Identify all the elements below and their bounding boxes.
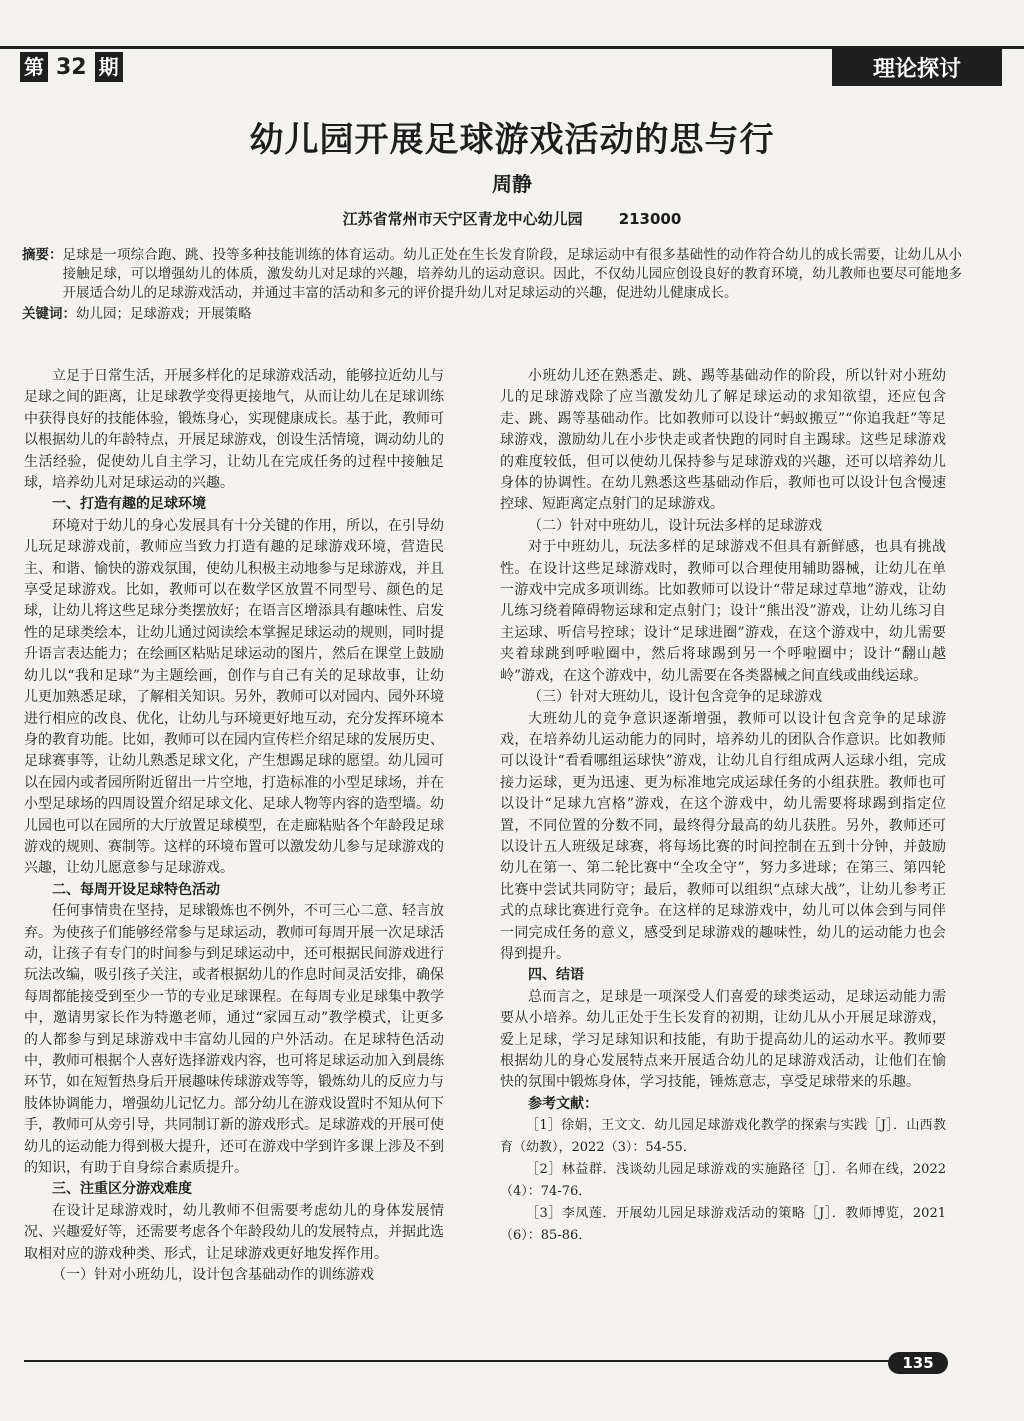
subsection-3c-paragraph: 大班幼儿的竞争意识逐渐增强，教师可以设计包含竞争的足球游戏，在培养幼儿运动能力的同时，培养幼儿的团队合作意识。比如教师可以设计“看看哪组运球快”游戏，让幼儿自行组成两人运球小组，完成接力运球，更为迅速、更为标准地完成运球任务的小组获胜。教师也可以设计“足球九宫格”游戏，在这个游戏中，幼儿需要将球踢到指定位置，不同位置的分数不同，最终得分最高的幼儿获胜。另外，教师还可以设计五人班级足球赛，将每场比赛的时间控制在五到十分钟，并鼓励幼儿在第一、第二轮比赛中“全攻全守”，努力多进球；在第三、第四轮比赛中尝试共同防守；最后，教师可以组织“点球大战”，让幼儿参考正式的点球比赛进行竞争。在这样的足球游戏中，幼儿可以体会到与同伴一同完成任务的意义，感受到足球游戏的趣味性，幼儿的运动能力也会得到提升。	[500, 710, 946, 962]
article-title: 幼儿园开展足球游戏活动的思与行	[249, 120, 775, 160]
section-3-paragraph: 在设计足球游戏时，幼儿教师不但需要考虑幼儿的身体发展情况、兴趣爱好等，还需要考虑各个年龄段幼儿的发展特点，并据此选取相对应的游戏种类、形式，让足球游戏更好地发挥作用。	[24, 1202, 444, 1262]
section-2-paragraph: 任何事情贵在坚持，足球锻炼也不例外，不可三心二意、轻言放弃。为使孩子们能够经常参与足球运动，教师可每周开展一次足球活动，让孩子有专门的时间参与到足球运动中，还可根据民间游戏进行玩法改编，吸引孩子关注，或者根据幼儿的作息时间灵活安排，确保每周都能接受到至少一节的专业足球课程。在每周专业足球集中教学中，邀请男家长作为特邀老师，通过“家园互动”教学模式，让更多的人都参与到足球游戏中丰富幼儿园的户外活动。在足球特色活动中，教师可根据个人喜好选择游戏内容，也可将足球运动加入到晨练环节，如在短暂热身后开展趣味传球游戏等等，锻炼幼儿的反应力与肢体协调能力，增强幼儿记忆力。部分幼儿在游戏设置时不知从何下手，教师可从旁引导，共同制订新的游戏形式。足球游戏的开展可使幼儿的运动能力得到极大提升，还可在游戏中学到许多课上涉及不到的知识，有助于自身综合素质提升。	[24, 903, 444, 1177]
section-heading-4: 四、结语	[528, 967, 584, 984]
affiliation	[0, 208, 1024, 229]
column-tag: 理论探讨	[832, 48, 1002, 86]
subsection-heading-3c: （三）针对大班幼儿，设计包含竞争的足球游戏	[528, 689, 822, 706]
issue-label	[20, 50, 123, 84]
issue-prefix: 第	[20, 52, 48, 82]
section-heading-1: 一、打造有趣的足球环境	[52, 496, 206, 513]
page-number: 135	[888, 1352, 948, 1374]
reference-item: ［2］林益群．浅谈幼儿园足球游戏的实施路径［J］．名师在线，2022（4）：74-76．	[500, 1162, 946, 1200]
article-author: 周静	[492, 172, 532, 196]
intro-paragraph: 立足于日常生活，开展多样化的足球游戏活动，能够拉近幼儿与足球之间的距离，让足球教学变得更接地气，从而让幼儿在足球训练中获得良好的技能体验，锻炼身心，实现健康成长。基于此，教师可以根据幼儿的年龄特点，开展足球游戏，创设生活情境，调动幼儿的生活经验，促使幼儿自主学习，让幼儿在完成任务的过程中接触足球，培养幼儿对足球运动的兴趣。	[24, 368, 444, 492]
issue-suffix: 期	[95, 52, 123, 82]
subsection-heading-3b: （二）针对中班幼儿，设计玩法多样的足球游戏	[528, 517, 822, 534]
subsection-heading-3a: （一）针对小班幼儿，设计包含基础动作的训练游戏	[52, 1267, 374, 1284]
conclusion-paragraph: 总而言之，足球是一项深受人们喜爱的球类运动，足球运动能力需要从小培养。幼儿正处于生长发育的初期，让幼儿从小开展足球游戏，爱上足球，学习足球知识和技能，有助于提高幼儿的运动水平。教师要根据幼儿的身心发展特点来开展适合幼儿的足球游戏活动，让他们在愉快的氛围中锻炼身体，学习技能，锤炼意志，享受足球带来的乐趣。	[500, 988, 946, 1091]
section-1-paragraph: 环境对于幼儿的身心发展具有十分关键的作用，所以，在引导幼儿玩足球游戏前，教师应当致力打造有趣的足球游戏环境，营造民主、和谐、愉快的游戏氛围，使幼儿积极主动地参与足球游戏，并且享受足球游戏。比如，教师可以在数学区放置不同型号、颜色的足球，让幼儿将这些足球分类摆放好；在语言区增添具有趣味性、启发性的足球类绘本，让幼儿通过阅读绘本掌握足球运动的规则，同时提升语言表达能力；在绘画区粘贴足球运动的图片，然后在课堂上鼓励幼儿以“我和足球”为主题绘画，创作与自己有关的足球故事，让幼儿更加熟悉足球，了解相关知识。另外，教师可以对园内、园外环境进行相应的改良、优化，让幼儿与环境更好地互动，充分发挥环境本身的教育功能。比如，教师可以在园内宣传栏介绍足球的发展历史、足球赛事等，让幼儿熟悉足球文化，产生想踢足球的愿望。幼儿园可以在园内或者园所附近留出一片空地，打造标准的小型足球场，并在小型足球场的四周设置介绍足球文化、足球人物等内容的造型墙。幼儿园也可以在园所的大厅放置足球模型，在走廊粘贴各个年龄段足球游戏的规则、赛制等。这样的环境布置可以激发幼儿参与足球游戏的兴趣，让幼儿愿意参与足球游戏。	[24, 517, 444, 877]
subsection-3b-paragraph: 对于中班幼儿，玩法多样的足球游戏不但具有新鲜感，也具有挑战性。在设计这些足球游戏时，教师可以合理使用辅助器械，让幼儿在单一游戏中完成多项训练。比如教师可以设计“带足球过草地”游戏，让幼儿练习绕着障碍物运球和定点射门；设计“熊出没”游戏，让幼儿练习自主运球、听信号控球；设计“足球进圈”游戏，在这个游戏中，幼儿需要夹着球跳到呼啦圈中，然后将球踢到另一个呼啦圈中；设计“翻山越岭”游戏，在这个游戏中，幼儿需要在各类器械之间直线或曲线运球。	[500, 539, 946, 684]
abstract-text: 足球是一项综合跑、跳、投等多种技能训练的体育运动。幼儿正处在生长发育阶段，足球运动中有很多基础性的动作符合幼儿的成长需要，让幼儿从小接触足球，可以增强幼儿的体质，激发幼儿对足球的兴趣，培养幼儿的运动意识。因此，不仅幼儿园应创设良好的教育环境，幼儿教师也要尽可能地多开展适合幼儿的足球游戏活动，并通过丰富的活动和多元的评价提升幼儿对足球运动的兴趣，促进幼儿健康成长。	[62, 247, 962, 301]
section-heading-3: 三、注重区分游戏难度	[52, 1181, 192, 1198]
footer-rule	[24, 1360, 924, 1362]
abstract-label: 摘要：	[22, 247, 63, 263]
references-heading: 参考文献：	[528, 1095, 598, 1112]
reference-item: ［1］徐娟，王文文．幼儿园足球游戏化教学的探索与实践［J］．山西教育（幼教），2022（3）：54-55．	[500, 1118, 946, 1156]
postcode: 213000	[618, 210, 682, 228]
abstract-block	[22, 246, 962, 324]
affiliation-name: 江苏省常州市天宁区青龙中心幼儿园	[342, 210, 583, 228]
subsection-3a-paragraph: 小班幼儿还在熟悉走、跳、踢等基础动作的阶段，所以针对小班幼儿的足球游戏除了应当激发幼儿了解足球运动的求知欲望，还应包含走、跳、踢等基础动作。比如教师可以设计“蚂蚁搬豆”“你追我赶”等足球游戏，激励幼儿在小步快走或者快跑的同时自主踢球。这些足球游戏的难度较低，但可以使幼儿保持参与足球游戏的兴趣，还可以培养幼儿身体的协调性。在幼儿熟悉这些基础动作后，教师也可以设计包含慢速控球、短距离定点射门的足球游戏。	[500, 368, 946, 513]
left-column	[24, 366, 444, 1286]
section-heading-2: 二、每周开设足球特色活动	[52, 881, 220, 898]
right-column	[500, 366, 946, 1247]
keywords-label: 关键词：	[22, 306, 76, 322]
references-list	[500, 1115, 946, 1247]
issue-number: 32	[56, 54, 87, 80]
keywords-text: 幼儿园；足球游戏；开展策略	[76, 306, 252, 322]
reference-item: ［3］李凤莲．开展幼儿园足球游戏活动的策略［J］．教师博览，2021（6）：85-86．	[500, 1206, 946, 1244]
